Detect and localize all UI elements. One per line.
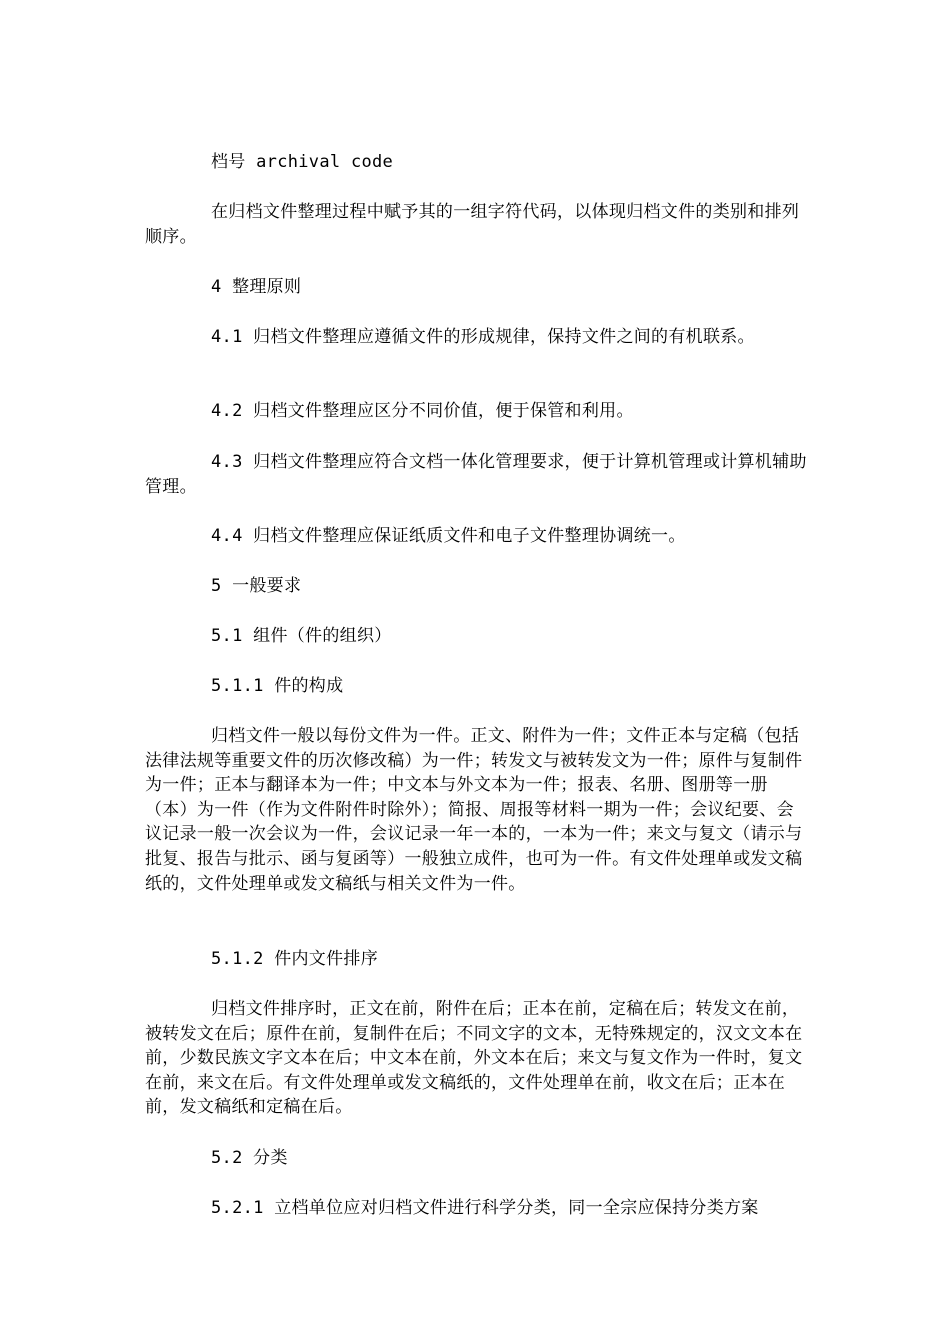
clause-5-2-1: 5.2.1 立档单位应对归档文件进行科学分类，同一全宗应保持分类方案 [211,1198,759,1218]
clause-4-4: 4.4 归档文件整理应保证纸质文件和电子文件整理协调统一。 [211,526,686,546]
section-heading-4: 4 整理原则 [211,277,302,297]
subsection-heading-5-1-1: 5.1.1 件的构成 [211,676,344,696]
section-heading-5: 5 一般要求 [211,576,302,596]
subsection-heading-5-2: 5.2 分类 [211,1148,288,1168]
term-archival-code: 档号 archival code [211,152,394,172]
definition-paragraph: 在归档文件整理过程中赋予其的一组字符代码，以体现归档文件的类别和排列顺序。 [145,202,800,247]
paragraph-5-1-1-body: 归档文件一般以每份文件为一件。正文、附件为一件；文件正本与定稿（包括法律法规等重要文件的历次修改稿）为一件；转发文与被转发文为一件；原件与复制件为一件；正本与翻译本为一件；中文本与外文本为一件；报表、名册、图册等一册（本）为一件（作为文件附件时除外）；简报、周报等材料一期为一件；会议纪要、会议记录一般一次会议为一件，会议记录一年一本的，一本为一件；来文与复文（请示与批复、报告与批示、函与复函等）一般独立成件，也可为一件。有文件处理单或发文稿纸的，文件处理单或发文稿纸与相关文件为一件。 [145,726,803,894]
clause-4-3: 4.3 归档文件整理应符合文档一体化管理要求，便于计算机管理或计算机辅助管理。 [145,452,807,497]
subsection-heading-5-1: 5.1 组件（件的组织） [211,626,392,646]
document-page [145,0,810,1344]
clause-4-1: 4.1 归档文件整理应遵循文件的形成规律，保持文件之间的有机联系。 [211,327,755,347]
clause-4-2: 4.2 归档文件整理应区分不同价值，便于保管和利用。 [211,401,634,421]
paragraph-5-1-2-body: 归档文件排序时，正文在前，附件在后；正本在前，定稿在后；转发文在前，被转发文在后；原件在前，复制件在后；不同文字的文本，无特殊规定的，汉文文本在前，少数民族文字文本在后；中文本在前，外文本在后；来文与复文作为一件时，复文在前，来文在后。有文件处理单或发文稿纸的，文件处理单在前，收文在后；正本在前，发文稿纸和定稿在后。 [145,999,803,1118]
subsection-heading-5-1-2: 5.1.2 件内文件排序 [211,949,379,969]
